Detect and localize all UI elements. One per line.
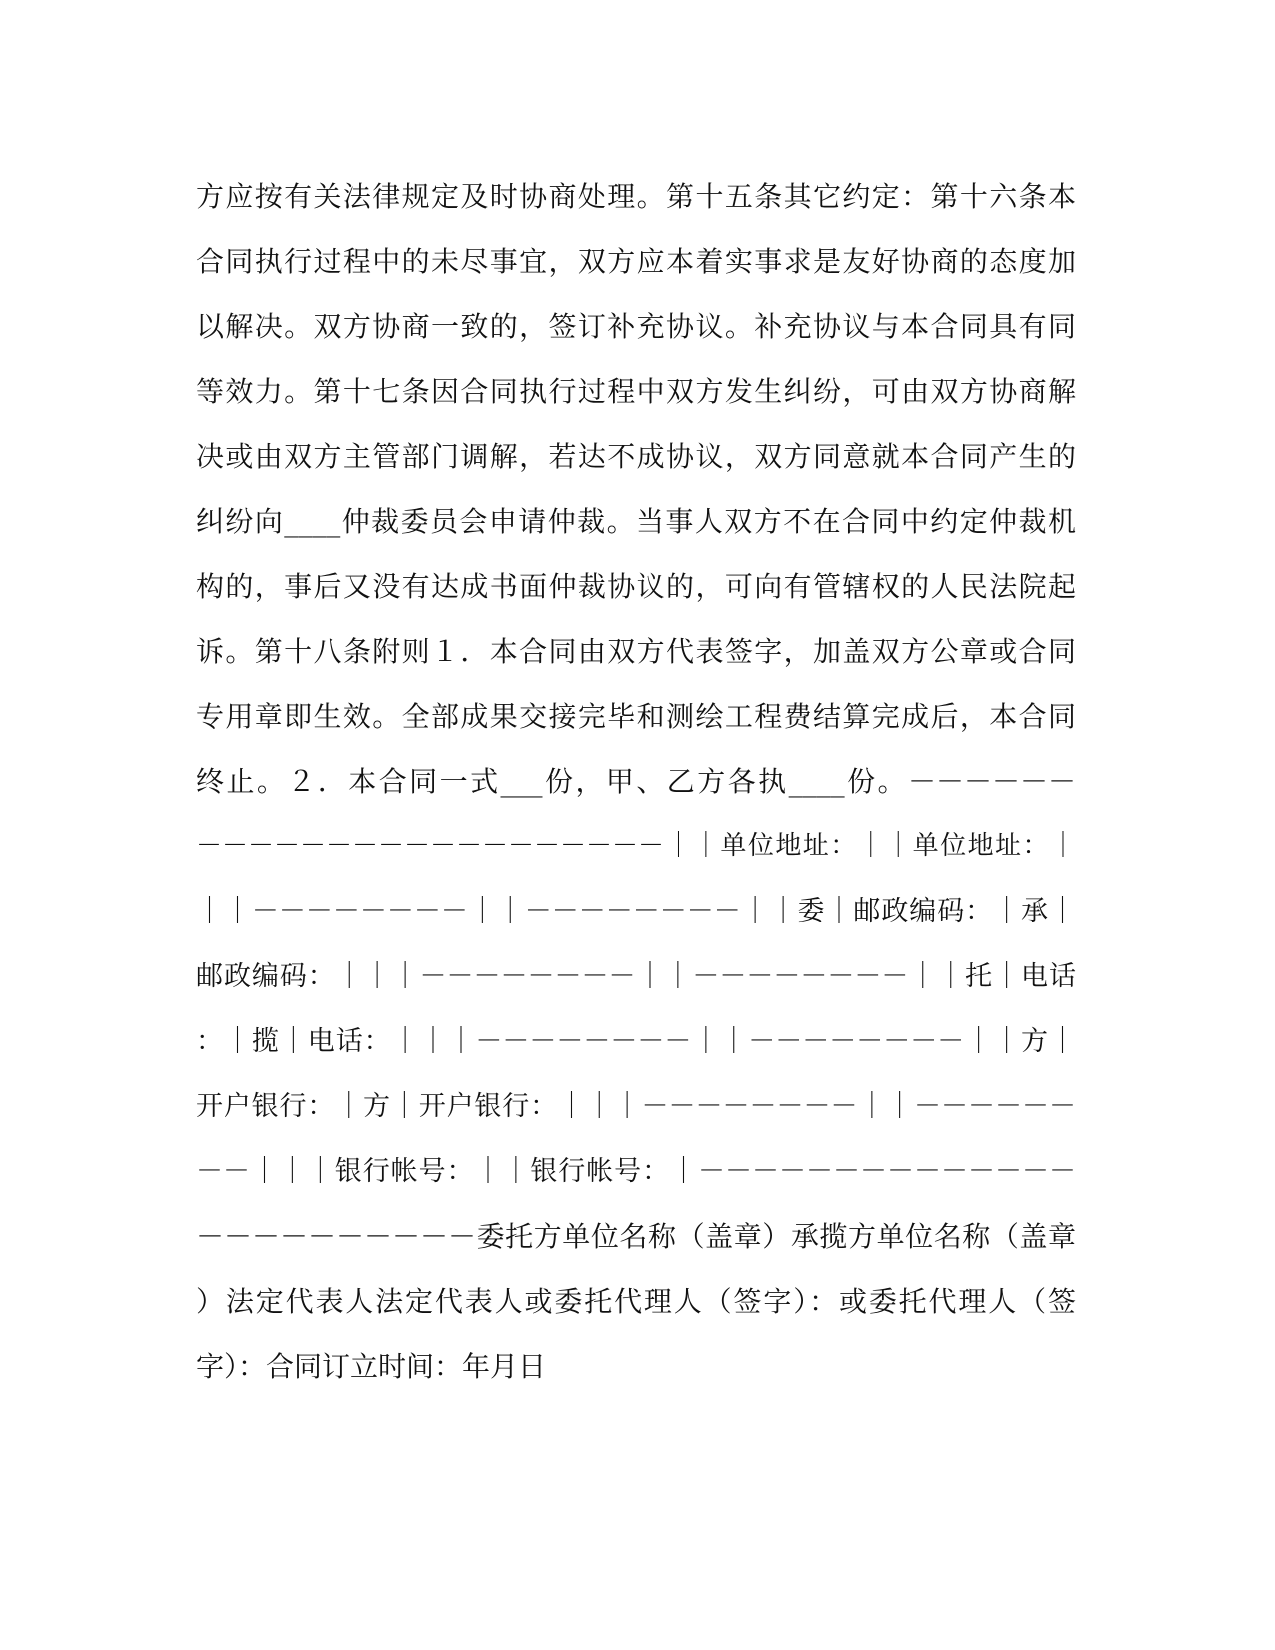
text-line: 构的，事后又没有达成书面仲裁协议的，可向有管辖权的人民法院起 [196, 570, 1076, 603]
text-line: 等效力。第十七条因合同执行过程中双方发生纠纷，可由双方协商解 [196, 375, 1076, 408]
text-line: ｜｜－－－－－－－－｜｜－－－－－－－－｜｜委｜邮政编码：｜承｜ [196, 896, 1076, 927]
text-line: 方应按有关法律规定及时协商处理。第十五条其它约定：第十六条本 [196, 180, 1076, 213]
text-line: －－－－－－－－－－委托方单位名称（盖章）承揽方单位名称（盖章 [196, 1220, 1076, 1253]
text-line: －－－－－－－－－－－－－－－－－－｜｜单位地址：｜｜单位地址：｜ [196, 831, 1076, 861]
text-line: 邮政编码：｜｜｜－－－－－－－－｜｜－－－－－－－－｜｜托｜电话 [196, 961, 1076, 992]
text-line: ）法定代表人法定代表人或委托代理人（签字）：或委托代理人（签 [196, 1285, 1076, 1318]
text-line: 终止。２．本合同一式___份，甲、乙方各执____份。－－－－－－ [196, 765, 1076, 798]
text-line: 以解决。双方协商一致的，签订补充协议。补充协议与本合同具有同 [196, 310, 1076, 343]
text-line: 诉。第十八条附则１．本合同由双方代表签字，加盖双方公章或合同 [196, 635, 1076, 668]
text-line: 决或由双方主管部门调解，若达不成协议，双方同意就本合同产生的 [196, 440, 1076, 473]
text-line: ：｜揽｜电话：｜｜｜－－－－－－－－｜｜－－－－－－－－｜｜方｜ [196, 1026, 1076, 1057]
text-line-last: 字）：合同订立时间：年月日 [196, 1350, 547, 1383]
text-line: 专用章即生效。全部成果交接完毕和测绘工程费结算完成后，本合同 [196, 700, 1076, 733]
text-line: 纠纷向____仲裁委员会申请仲裁。当事人双方不在合同中约定仲裁机 [196, 505, 1076, 538]
text-line: 开户银行：｜方｜开户银行：｜｜｜－－－－－－－－｜｜－－－－－－ [196, 1091, 1076, 1122]
text-line: －－｜｜｜银行帐号：｜｜银行帐号：｜－－－－－－－－－－－－－－ [196, 1156, 1076, 1187]
text-line: 合同执行过程中的未尽事宜，双方应本着实事求是友好协商的态度加 [196, 245, 1076, 278]
contract-text-body [196, 164, 1076, 1399]
